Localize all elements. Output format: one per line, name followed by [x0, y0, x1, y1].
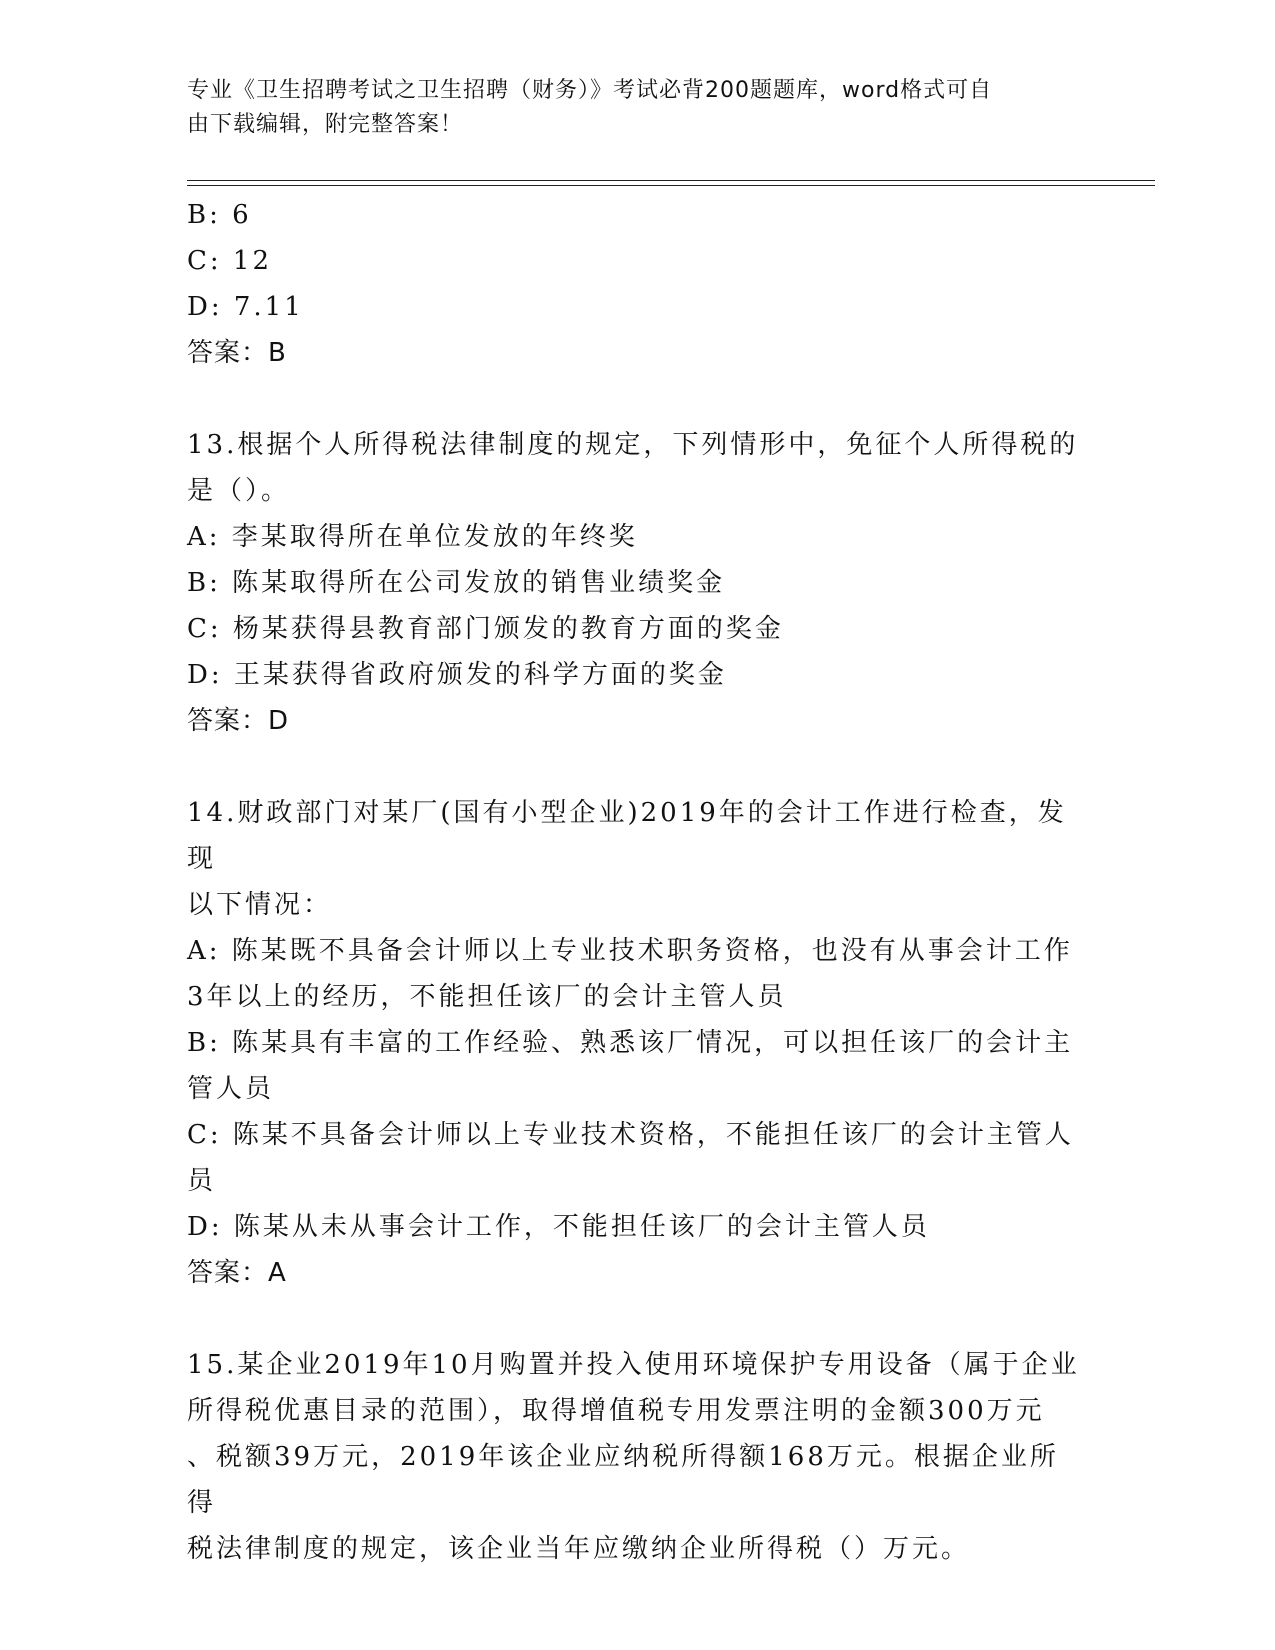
option-c: C: 12: [187, 246, 273, 276]
option-d: D: 7.11: [187, 292, 304, 322]
question-stem-continued: 以下情况：: [187, 890, 333, 920]
question-stem: 15.某企业2019年10月购置并投入使用环境保护专用设备（属于企业: [187, 1350, 1080, 1380]
header-line-1: 专业《卫生招聘考试之卫生招聘（财务）》考试必背200题题库，word格式可自: [187, 78, 993, 103]
question-stem-continued: 是（）。: [187, 476, 291, 506]
answer-line: 答案：B: [187, 338, 287, 368]
question-stem-continued: 、税额39万元，2019年该企业应纳税所得额168万元。根据企业所得: [187, 1442, 1059, 1518]
option-b: B: 陈某具有丰富的工作经验、熟悉该厂情况，可以担任该厂的会计主: [187, 1028, 1074, 1058]
question-stem: 13.根据个人所得税法律制度的规定，下列情形中，免征个人所得税的: [187, 430, 1079, 460]
spacer: [187, 1296, 1087, 1342]
question-stem-continued: 税法律制度的规定，该企业当年应缴纳企业所得税（）万元。: [187, 1534, 971, 1564]
option-b: B: 6: [187, 200, 252, 230]
question-stem-continued: 所得税优惠目录的范围），取得增值税专用发票注明的金额300万元: [187, 1396, 1045, 1426]
option-a: A: 陈某既不具备会计师以上专业技术职务资格，也没有从事会计工作: [187, 936, 1073, 966]
option-c: C: 陈某不具备会计师以上专业技术资格，不能担任该厂的会计主管人: [187, 1120, 1074, 1150]
option-d: D: 王某获得省政府颁发的科学方面的奖金: [187, 660, 727, 690]
option-a-continued: 3年以上的经历，不能担任该厂的会计主管人员: [187, 982, 787, 1012]
spacer: [187, 744, 1087, 790]
document-header: [187, 74, 1067, 142]
spacer: [187, 376, 1087, 422]
question-14: [187, 790, 1087, 1296]
option-b: B: 陈某取得所在公司发放的销售业绩奖金: [187, 568, 726, 598]
option-c: C: 杨某获得县教育部门颁发的教育方面的奖金: [187, 614, 784, 644]
option-b-continued: 管人员: [187, 1074, 275, 1104]
answer-line: 答案：A: [187, 1258, 287, 1288]
previous-question-tail: [187, 192, 1087, 376]
option-c-continued: 员: [187, 1166, 217, 1196]
option-d: D: 陈某从未从事会计工作，不能担任该厂的会计主管人员: [187, 1212, 930, 1242]
question-13: [187, 422, 1087, 744]
question-stem: 14.财政部门对某厂(国有小型企业)2019年的会计工作进行检查，发现: [187, 798, 1067, 874]
document-body: [187, 192, 1087, 1572]
header-divider-bottom: [187, 185, 1155, 186]
option-a: A: 李某取得所在单位发放的年终奖: [187, 522, 638, 552]
header-divider-top: [187, 180, 1155, 181]
header-line-2: 由下载编辑，附完整答案！: [187, 112, 464, 137]
question-15: [187, 1342, 1087, 1572]
answer-line: 答案：D: [187, 706, 290, 736]
